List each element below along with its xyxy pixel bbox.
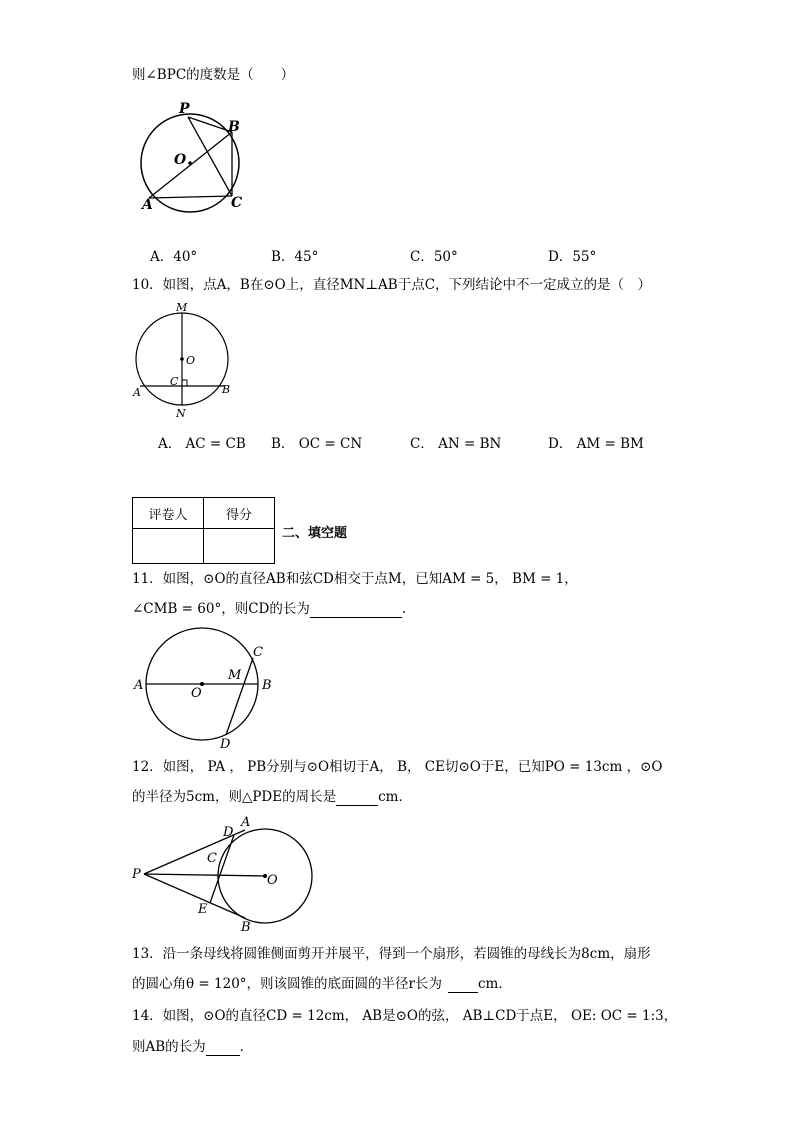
q9-label-C: C <box>231 195 243 211</box>
q9-option-a[interactable]: A．40° <box>150 249 198 265</box>
q14-answer-blank[interactable] <box>206 1041 240 1056</box>
q12-label-D: D <box>223 825 234 840</box>
q12-tangent-DE <box>210 835 234 903</box>
q10-label-C: C <box>170 375 179 388</box>
q12-segment-PO <box>144 874 265 876</box>
q12-label-C: C <box>207 851 217 866</box>
q11-line2-post: . <box>401 601 407 617</box>
q14-line1: 14．如图，⊙O的直径CD = 12cm， AB是⊙O的弦， AB⊥CD于点E， OE: OC = 1:3， <box>132 1008 678 1024</box>
q12-tangent-PB <box>144 874 245 918</box>
q11-label-D: D <box>220 737 231 752</box>
q12-line1: 12．如图， PA ， PB分别与⊙O相切于A， B， CE切⊙O于E，已知PO = 13cm ，⊙O <box>132 759 663 775</box>
q10-label-A: A <box>133 386 141 399</box>
q11-label-A: A <box>134 678 144 693</box>
score-header-score: 得分 <box>204 498 275 529</box>
q11-line1: 11．如图，⊙O的直径AB和弦CD相交于点M，已知AM = 5， BM = 1， <box>132 571 578 587</box>
q12-label-B: B <box>241 920 251 935</box>
q12-line2-pre: 的半径为5cm，则△PDE的周长是 <box>132 789 337 805</box>
q13-line1: 13．沿一条母线将圆锥侧面剪开并展平，得到一个扇形，若圆锥的母线长为8cm，扇形 <box>132 946 651 962</box>
q12-label-O: O <box>267 873 278 888</box>
section-title: 二、填空题 <box>282 526 348 541</box>
q12-label-E: E <box>198 902 208 917</box>
q13-line2 <box>132 975 512 993</box>
q10-label-B: B <box>222 383 231 396</box>
score-header-grader: 评卷人 <box>133 498 204 529</box>
q10-option-a[interactable]: A． AC = CB <box>158 436 246 452</box>
q11-label-C: C <box>253 645 263 660</box>
q11-label-M: M <box>228 668 242 683</box>
q14-line2-post: ． <box>239 1039 254 1055</box>
q13-answer-blank[interactable] <box>448 978 478 993</box>
q10-label-O: O <box>186 354 196 367</box>
q11-label-O: O <box>191 686 202 701</box>
q9-stem: 则∠BPC的度数是（ ） <box>132 67 295 83</box>
q10-stem: 10．如图，点A，B在⊙O上，直径MN⊥AB于点C，下列结论中不一定成立的是（ ） <box>132 277 652 293</box>
q9-label-O: O <box>174 152 187 168</box>
q9-label-A: A <box>142 197 153 213</box>
q14-line2 <box>132 1038 253 1056</box>
q12-line2-post: cm． <box>378 789 412 805</box>
q13-line2-post: cm． <box>478 976 512 992</box>
q9-option-c[interactable]: C．50° <box>410 249 458 265</box>
q11-line2-pre: ∠CMB = 60°，则CD的长为 <box>132 601 310 617</box>
q10-label-N: N <box>176 407 186 420</box>
q12-label-A: A <box>241 815 251 830</box>
q14-line2-pre: 则AB的长为 <box>132 1039 206 1055</box>
q9-label-B: B <box>228 119 240 135</box>
q9-label-P: P <box>179 101 190 117</box>
q9-option-b[interactable]: B．45° <box>271 249 319 265</box>
q11-label-B: B <box>262 678 272 693</box>
q10-option-b[interactable]: B． OC = CN <box>271 436 363 452</box>
q12-label-P: P <box>132 867 141 882</box>
q10-option-c[interactable]: C． AN = BN <box>410 436 502 452</box>
q13-line2-pre: 的圆心角θ = 120°，则该圆锥的底面圆的半径r长为 <box>132 976 442 992</box>
q9-option-d[interactable]: D．55° <box>548 249 597 265</box>
q10-label-M: M <box>176 301 188 314</box>
q10-option-d[interactable]: D． AM = BM <box>548 436 644 452</box>
